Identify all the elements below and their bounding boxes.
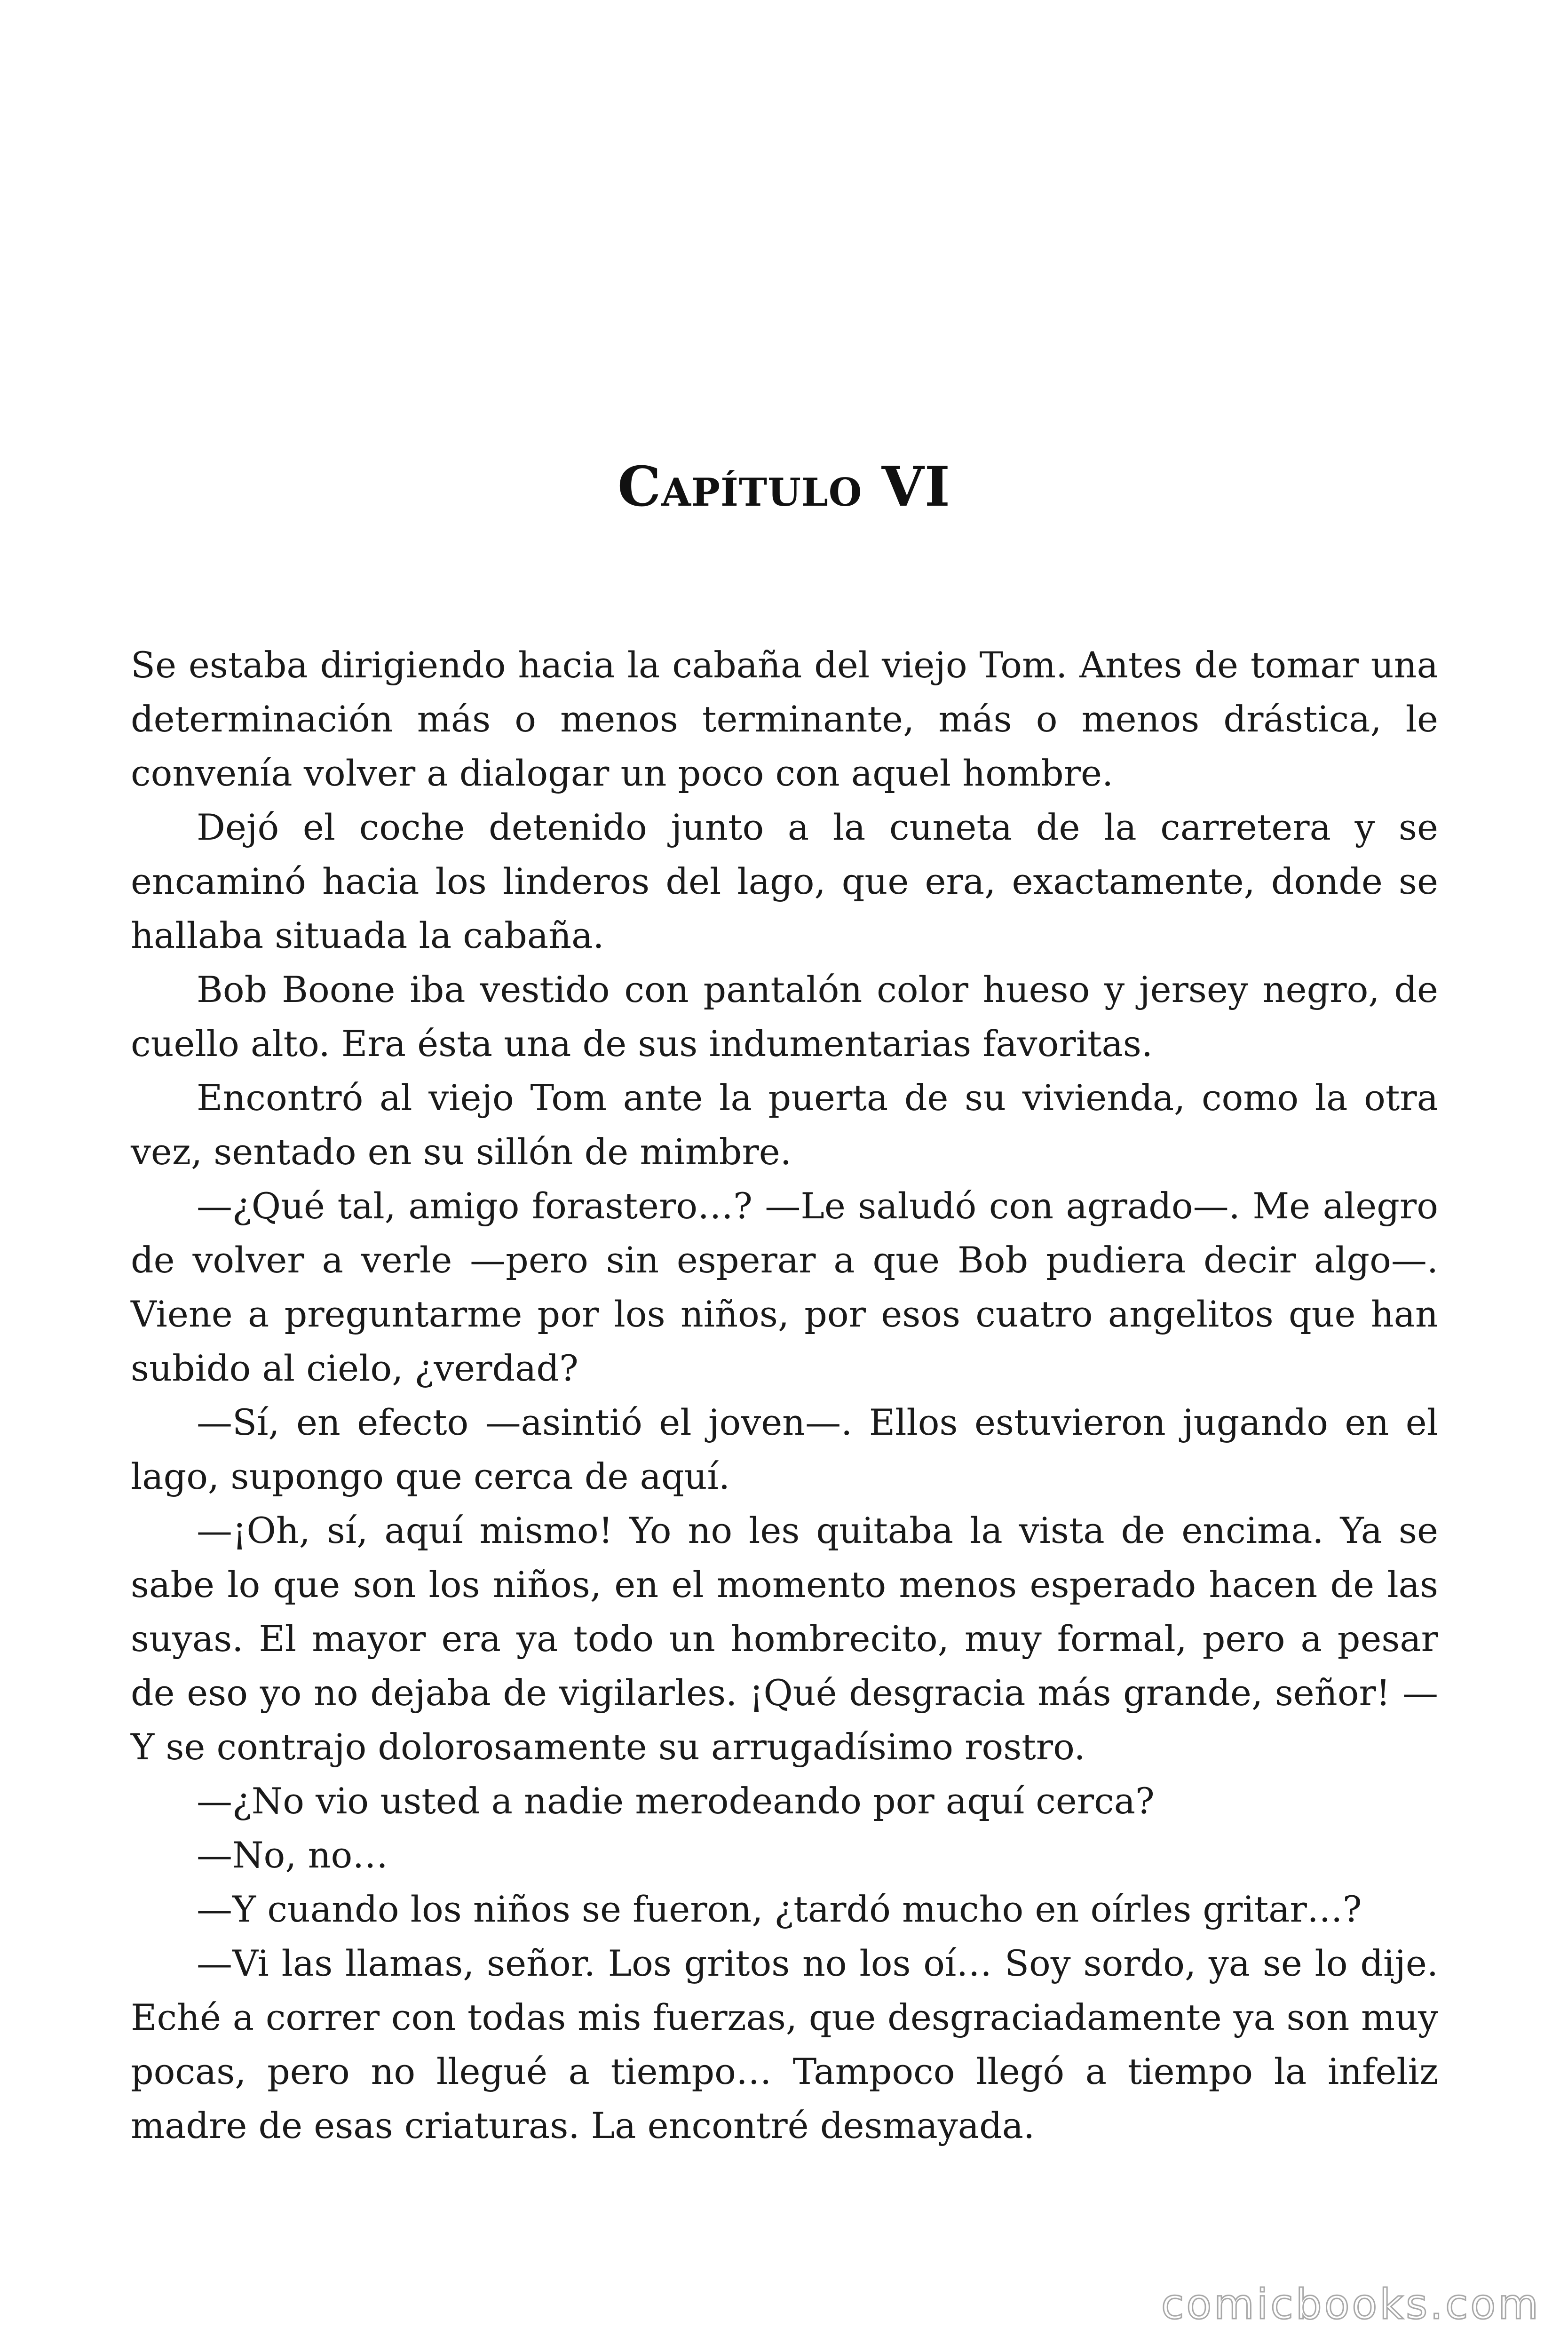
chapter-title: Capítulo VI [617,455,951,519]
paragraph: —¡Oh, sí, aquí mismo! Yo no les quitaba la vista de encima. Ya se sabe lo que son los niños, en el momento menos esperado hacen de las suyas. El mayor era ya todo un hombrecito, muy formal, pero a pesar de eso yo no dejaba de vigilarles. ¡Qué desgracia más grande, señor! —Y se contrajo dolorosamente su arrugadísimo rostro. [131,1510,1438,1768]
watermark: comicbooks.com [1161,2280,1541,2328]
paragraph: —Sí, en efecto —asintió el joven—. Ellos estuvieron jugando en el lago, supongo que cerca de aquí. [131,1401,1438,1497]
paragraph: —Y cuando los niños se fueron, ¿tardó mucho en oírles gritar…? [197,1888,1362,1930]
paragraph: —Vi las llamas, señor. Los gritos no los oí… Soy sordo, ya se lo dije. Eché a correr con todas mis fuerzas, que desgraciadamente ya son muy pocas, pero no llegué a tiempo… Tampoco llegó a tiempo la infeliz madre de esas criaturas. La encontré desmayada. [131,1942,1438,2146]
paragraph: Se estaba dirigiendo hacia la cabaña del viejo Tom. Antes de tomar una determinación más o menos terminante, más o menos drástica, le convenía volver a dialogar un poco con aquel hombre. [131,644,1438,794]
paragraph: Bob Boone iba vestido con pantalón color hueso y jersey negro, de cuello alto. Era ésta una de sus indumentarias favoritas. [131,969,1438,1065]
paragraph: —¿Qué tal, amigo forastero…? —Le saludó con agrado—. Me alegro de volver a verle —pero sin esperar a que Bob pudiera decir algo—. Viene a preguntarme por los niños, por esos cuatro angelitos que han subido al cielo, ¿verdad? [131,1185,1438,1389]
paragraph: —¿No vio usted a nadie merodeando por aquí cerca? [197,1780,1155,1822]
paragraph: Encontró al viejo Tom ante la puerta de su vivienda, como la otra vez, sentado en su sillón de mimbre. [131,1077,1438,1173]
paragraph: Dejó el coche detenido junto a la cuneta de la carretera y se encaminó hacia los linderos del lago, que era, exactamente, donde se hallaba situada la cabaña. [131,806,1438,956]
chapter-body [131,638,1438,2153]
paragraph: —No, no… [197,1834,388,1876]
